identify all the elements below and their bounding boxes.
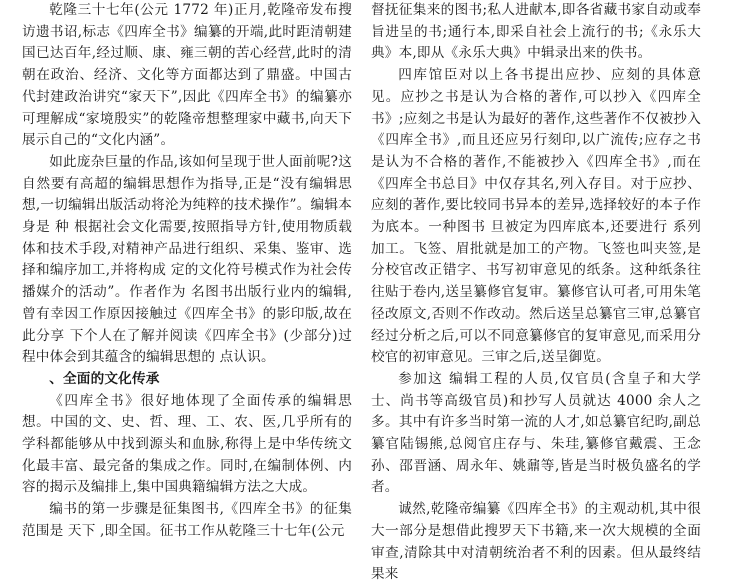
paragraph-editing-process: 四库馆臣对以上各书提出应抄、应刻的具体意见。应抄之书是认为合格的著作,可以抄入《四库全书》;应刻之书是认为最好的著作,这些著作不仅被抄入《四库全书》,而且还应另行刻印,以广流传;应存之书是认为不合格的著作,不能被抄入《四库全书》,而在《四库全书总目》中仅存其名,列入存目。对于应抄、应刻的著作,要比较同书异本的差异,选择较好的本子作为底本。一种图书 旦被定为四库底本,还要进行 系列加工。飞签、眉批就是加工的产物。飞签也叫夹签,是分校官改正错字、书写初审意见的纸条。这种纸条往往贴于卷内,送呈纂修官复审。纂修官认可者,可用朱笔径改原文,否则不作改动。然后送呈总纂官三审,总纂官经过分析之后,可以不同意纂修官的复审意见,而采用分校官的初审意见。三审之后,送呈御览。 [371, 67, 701, 366]
paragraph-personnel: 参加这 编辑工程的人员,仅官员(含皇子和大学士、尚书等高级官员)和抄写人员就达 4000 余人之多。其中有许多当时第一流的人才,如总纂官纪昀,副总纂官陆锡熊,总阅官庄存与、朱珪,纂修官戴震、王念孙、邵晋涵、周永年、姚鼐等,皆是当时极负盛名的学者。 [371, 370, 701, 496]
paragraph-book-sources: 督抚征集来的图书;私人进献本,即各省藏书家自动或奉旨进呈的书;通行本,即采自社会上流行的书;《永乐大典》本,即从《永乐大典》中辑录出来的佚书。 [371, 2, 701, 62]
paragraph-editorial-thought: 如此庞杂巨量的作品,该如何呈现于世人面前呢?这自然要有高超的编辑思想作为指导,正是“没有编辑思想,一切编辑出版活动将沦为纯粹的技术操作”。编辑本身是 种 根据社会文化需要,按照指导方针,使用物质载体和技术手段,对精神产品进行组织、采集、鉴审、选择和编序加工,并将构成 定的文化符号模式作为社会传播媒介的活动”。作者作为 名图书出版行业内的编辑,曾有幸因工作原因接触过《四库全书》的影印版,故在此分享 下个人在了解并阅读《四库全书》(少部分)过程中体会到其蕴含的编辑思想的 点认识。 [22, 153, 352, 366]
paragraph-book-collection: 编书的第一步骤是征集图书,《四库全书》的征集范围是 天下 ,即全国。征书工作从乾隆三十七年(公元 [22, 501, 352, 539]
paragraph-edict: 乾隆三十七年(公元 1772 年)正月,乾隆帝发布搜访遗书诏,标志《四库全书》编纂的开端,此时距清朝建国已达百年,经过顺、康、雍三朝的苦心经营,此时的清朝在政治、经济、文化等方面都达到了鼎盛。中国古代封建政治讲究“家天下”,因此《四库全书》的编纂亦可理解成“家境殷实”的乾隆帝想整理家中藏书,向天下展示自己的“文化内涵”。 [22, 2, 352, 149]
section-heading: 、全面的文化传承 [49, 370, 160, 387]
paragraph-motivation: 诚然,乾隆帝编纂《四库全书》的主观动机,其中很大一部分是想借此搜罗天下书籍,来一次大规模的全面审查,清除其中对清朝统治者不利的因素。但从最终结果来 [371, 501, 701, 583]
paragraph-cultural-heritage: 《四库全书》很好地体现了全面传承的编辑思想。中国的文、史、哲、理、工、农、医,几乎所有的学科都能够从中找到源头和血脉,称得上是中华传统文化最丰富、最完备的集成之作。同时,在编制体例、内容的揭示及编排上,集中国典籍编辑方法之大成。 [22, 392, 352, 496]
left-column [22, 0, 352, 543]
right-column [371, 0, 701, 586]
